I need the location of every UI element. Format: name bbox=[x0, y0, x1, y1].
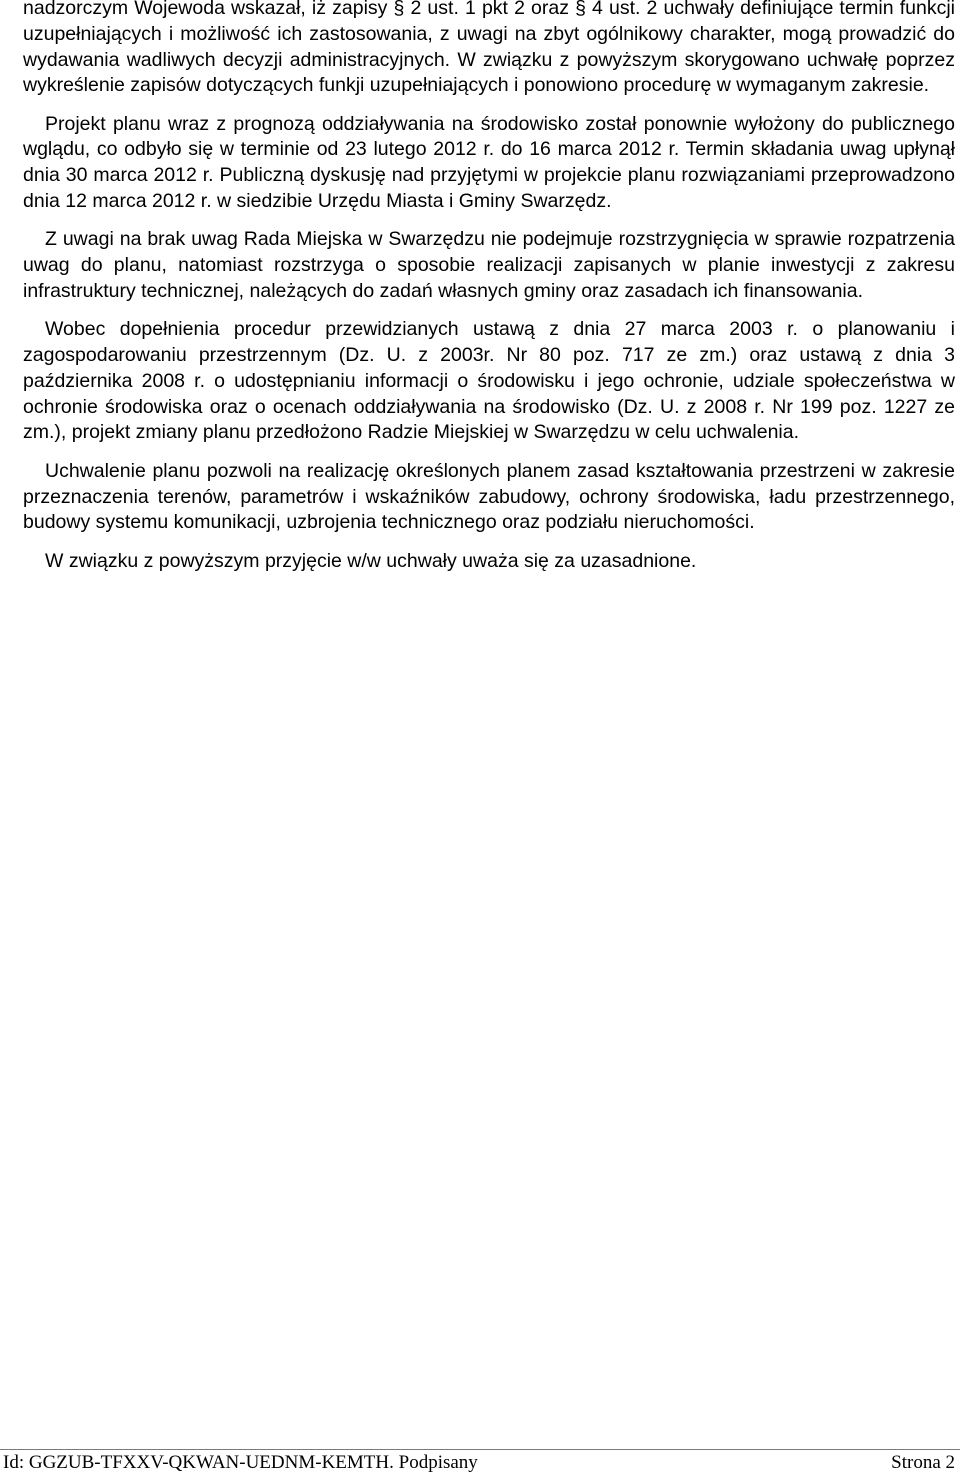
paragraph-brak-uwag: Z uwagi na brak uwag Rada Miejska w Swarzędzu nie podejmuje rozstrzygnięcia w sprawie rozpatrzenia uwag do planu, natomiast rozstrzyga o sposobie realizacji zapisanych w planie inwestycji z zakresu infrastruktury technicznej, należących do zadań własnych gminy oraz zasadach ich finansowania. bbox=[23, 228, 955, 302]
footer-divider bbox=[0, 1449, 960, 1450]
page-footer bbox=[3, 1451, 955, 1475]
paragraph-conclusion: W związku z powyższym przyjęcie w/w uchwały uważa się za uzasadnione. bbox=[45, 549, 697, 572]
paragraph-projekt-planu: Projekt planu wraz z prognozą oddziaływania na środowisko został ponownie wyłożony do publicznego wglądu, co odbyło się w terminie od 23 lutego 2012 r. do 16 marca 2012 r. Termin składania uwag upłynął dnia 30 marca 2012 r. Publiczną dyskusję nad przyjętymi w projekcie planu rozwiązaniami przeprowadzono dnia 12 marca 2012 r. w siedzibie Urzędu Miasta i Gminy Swarzędz. bbox=[23, 112, 955, 213]
page-number: Strona 2 bbox=[891, 1452, 955, 1473]
document-body bbox=[23, 0, 955, 587]
document-id: Id: GGZUB-TFXXV-QKWAN-UEDNM-KEMTH. Podpisany bbox=[3, 1452, 478, 1473]
paragraph-uchwalenie-planu: Uchwalenie planu pozwoli na realizację określonych planem zasad kształtowania przestrzeni w zakresie przeznaczenia terenów, parametrów i wskaźników zabudowy, ochrony środowiska, ładu przestrzennego, budowy systemu komunikacji, uzbrojenia technicznego oraz podziału nieruchomości. bbox=[23, 459, 955, 534]
paragraph-wobec-dopelnienia: Wobec dopełnienia procedur przewidzianych ustawą z dnia 27 marca 2003 r. o planowaniu i zagospodarowaniu przestrzennym (Dz. U. z 2003r. Nr 80 poz. 717 ze zm.) oraz ustawą z dnia 3 października 2008 r. o udostępnianiu informacji o środowisku i jego ochronie, udziale społeczeństwa w ochronie środowiska oraz o ocenach oddziaływania na środowisko (Dz. U. z 2008 r. Nr 199 poz. 1227 ze zm.), projekt zmiany planu przedłożono Radzie Miejskiej w Swarzędzu w celu uchwalenia. bbox=[23, 318, 955, 444]
paragraph-continuation: nadzorczym Wojewoda wskazał, iż zapisy § 2 ust. 1 pkt 2 oraz § 4 ust. 2 uchwały definiujące termin funkcji uzupełniających i możliwość ich zastosowania, z uwagi na zbyt ogólnikowy charakter, mogą prowadzić do wydawania wadliwych decyzji administracyjnych. W związku z powyższym skorygowano uchwałę poprzez wykreślenie zapisów dotyczących funkji uzupełniających i ponowiono procedurę w wymaganym zakresie. bbox=[23, 0, 955, 97]
